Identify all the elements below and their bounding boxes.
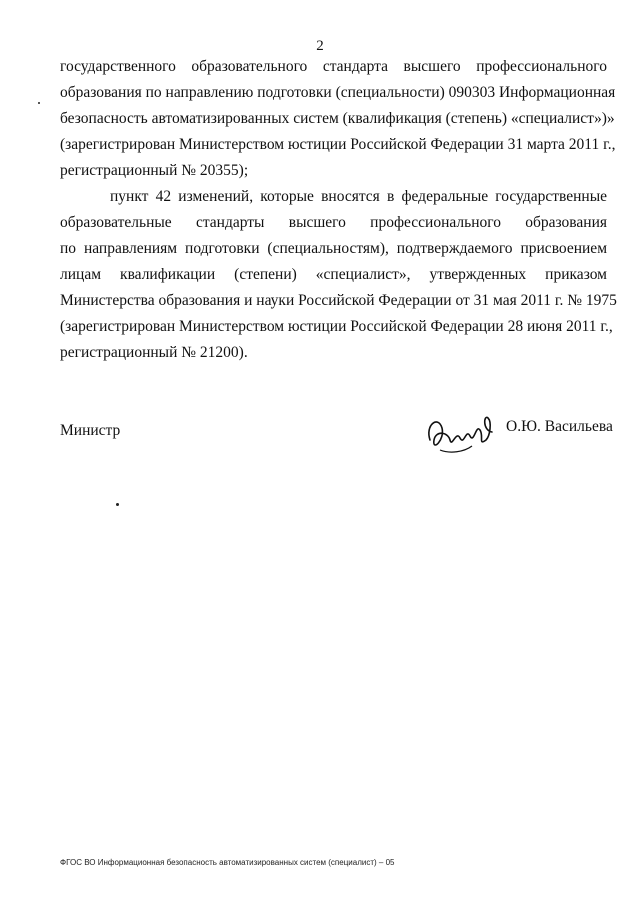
paragraph-line: образования по направлению подготовки (специальности) 090303 Информационная [60,84,616,101]
paragraph-line: регистрационный № 21200). [60,344,248,361]
signer-title: Министр [60,422,121,439]
signer-name: О.Ю. Васильева [506,418,613,435]
paragraph-line: лицам квалификации (степени) «специалист», утвержденных приказом [60,266,607,283]
signature-block [0,410,640,470]
paragraph-line: Министерства образования и науки Российской Федерации от 31 мая 2011 г. № 1975 [60,292,617,309]
handwritten-signature [420,410,500,460]
paragraph-line: государственного образовательного стандарта высшего профессионального [60,58,607,75]
page-number: 2 [316,38,324,54]
paragraph-line: (зарегистрирован Министерством юстиции Российской Федерации 31 марта 2011 г., [60,136,616,153]
scan-speck [116,503,119,506]
paragraph-line: по направлениям подготовки (специальностям), подтверждаемого присвоением [60,240,607,257]
paragraph-line: (зарегистрирован Министерством юстиции Российской Федерации 28 июня 2011 г., [60,318,613,335]
paragraph-line: образовательные стандарты высшего профессионального образования [60,214,607,231]
paragraph-line: пункт 42 изменений, которые вносятся в федеральные государственные [110,188,607,205]
paragraph-line: безопасность автоматизированных систем (квалификация (степень) «специалист»)» [60,110,615,127]
footer-note: ФГОС ВО Информационная безопасность автоматизированных систем (специалист) – 05 [60,858,395,867]
paragraph-line: регистрационный № 20355); [60,162,249,179]
scan-speck [38,102,40,104]
